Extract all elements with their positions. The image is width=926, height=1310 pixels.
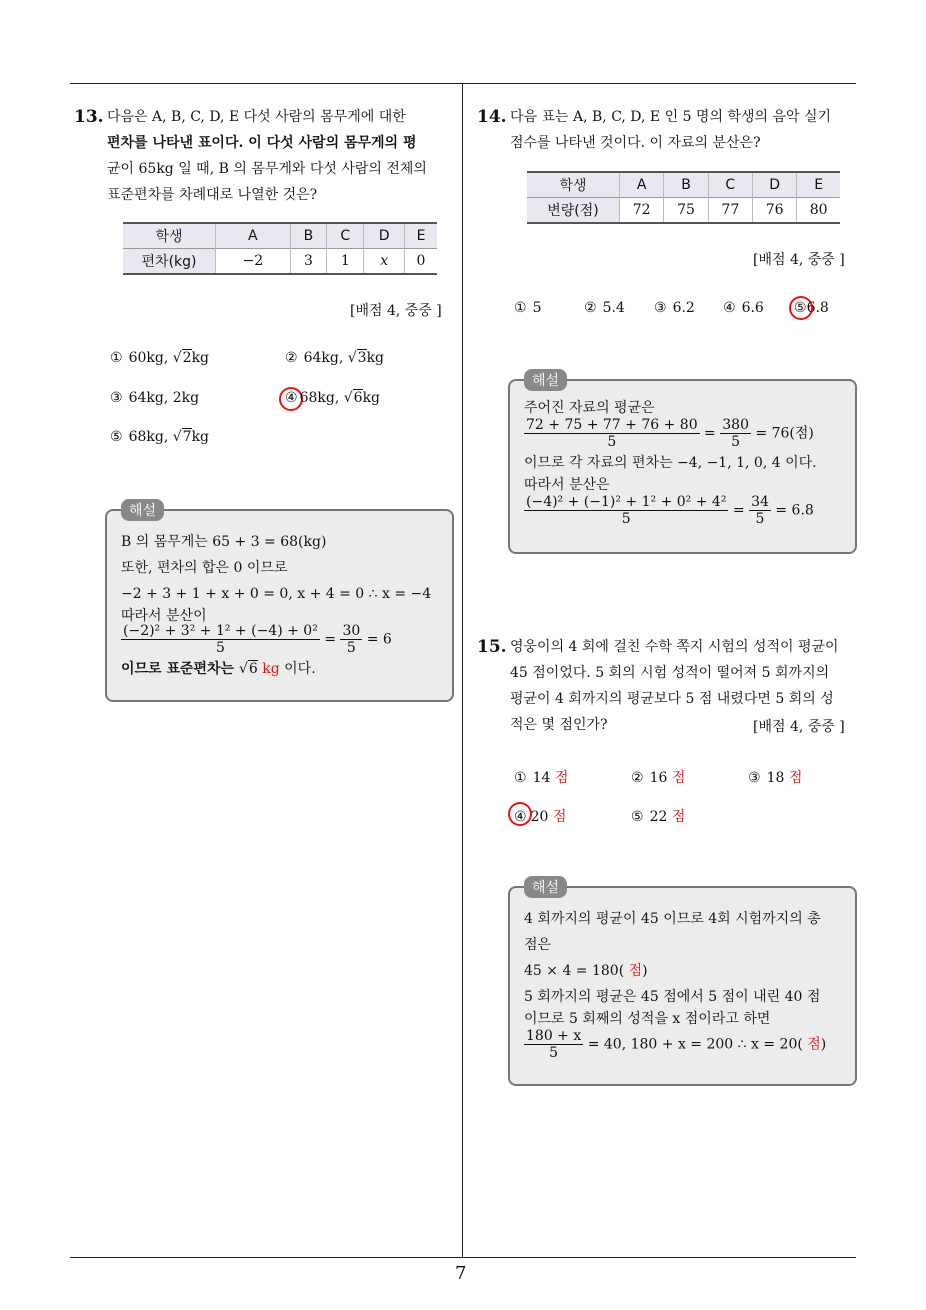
- q15-sol-line-4: 5 회까지의 평균은 45 점에서 5 점이 내린 40 점: [524, 989, 821, 1005]
- q13-th-1: A: [216, 223, 291, 249]
- q14-th-5: E: [797, 172, 840, 198]
- q14-line-2: 점수를 나타낸 것이다. 이 자료의 분산은?: [510, 135, 761, 151]
- fraction-numerator: (−2)² + 3² + 1² + (−4) + 0²: [123, 623, 318, 639]
- fraction-denominator: 5: [346, 640, 356, 656]
- q15-sol-line-5: 이므로 5 회째의 성적을 x 점이라고 하면: [524, 1011, 771, 1027]
- q13-option-3[interactable]: [110, 390, 199, 406]
- q14-sol-equation-1: [524, 417, 843, 450]
- q13-sol-line-6: 이므로 표준편차는 √6 kg 이다.: [121, 661, 316, 677]
- option-unit: 점: [552, 809, 567, 825]
- fraction: [524, 1028, 583, 1061]
- question-14-text: [510, 104, 858, 156]
- q15-line-3: 평균이 4 회까지의 평균보다 5 점 내렸다면 5 회의 성: [510, 691, 834, 707]
- question-15-number: 15.: [477, 637, 507, 657]
- q14-th-4: D: [752, 172, 796, 198]
- fraction-numerator: 72 + 75 + 77 + 76 + 80: [526, 417, 698, 433]
- q13-th-2: B: [290, 223, 327, 249]
- option-value: 14: [532, 770, 555, 786]
- option-value: 18: [766, 770, 789, 786]
- option-number: ③: [654, 300, 667, 316]
- option-number: ⑤: [794, 300, 807, 316]
- equation-result: = 76(점): [750, 425, 814, 442]
- q15-line-1: 영웅이의 4 회에 걸친 수학 쪽지 시험의 성적이 평균이: [510, 639, 839, 655]
- option-text: 60kg,: [128, 350, 173, 366]
- equals: =: [699, 425, 721, 442]
- sqrt-radicand: 7: [182, 429, 192, 445]
- fraction: [720, 417, 751, 450]
- q13-solution-box: [105, 503, 454, 702]
- q13-sol-line-1: B 의 몸무게는 65 + 3 = 68(kg): [121, 534, 327, 550]
- q14-td-2: 75: [664, 198, 708, 224]
- sol-text: 45 × 4 = 180(: [524, 963, 629, 979]
- q15-option-5[interactable]: [631, 806, 685, 826]
- fraction-numerator: 180 + x: [526, 1028, 582, 1044]
- q13-th-0: 학생: [123, 223, 216, 249]
- equation-text: = 40, 180 + x = 200 ∴ x = 20(: [583, 1036, 808, 1053]
- fraction: [524, 494, 728, 527]
- q15-sol-line-3: [524, 958, 843, 984]
- q14-th-1: A: [620, 172, 664, 198]
- unit-kg: kg: [257, 661, 280, 677]
- option-value: 16: [649, 770, 672, 786]
- q14-sol-line-4: 따라서 분산은: [524, 477, 610, 493]
- fraction: [121, 623, 320, 656]
- top-rule: [70, 83, 856, 84]
- q15-line-4: 적은 몇 점인가?: [510, 717, 608, 733]
- q15-sol-line-2: 점은: [524, 937, 552, 953]
- q13-solution-body: [121, 529, 440, 682]
- option-number: ②: [631, 770, 644, 786]
- q14-th-3: C: [708, 172, 752, 198]
- option-unit: 점: [788, 770, 803, 786]
- fraction: [749, 494, 771, 527]
- sol-text: 이므로 표준편차는: [121, 661, 239, 677]
- equation-result: = 6.8: [770, 502, 814, 519]
- q14-solution-body: [524, 399, 843, 527]
- option-number: ⑤: [631, 809, 644, 825]
- q14-option-5[interactable]: [794, 300, 829, 316]
- sqrt-radicand: 3: [357, 350, 367, 366]
- q14-sol-equation-2: [524, 494, 843, 527]
- solution-tag: 해설: [121, 499, 164, 521]
- option-number: ③: [748, 770, 761, 786]
- q15-option-1[interactable]: [514, 767, 568, 787]
- sqrt-radicand: 6: [248, 661, 258, 677]
- option-unit: kg: [191, 429, 210, 445]
- option-unit: 점: [671, 809, 686, 825]
- q13-line-3: 균이 65kg 일 때, B 의 몸무게와 다섯 사람의 전체의: [107, 161, 427, 177]
- q13-line-4: 표준편차를 차례대로 나열한 것은?: [107, 187, 318, 203]
- q14-td-4: 76: [752, 198, 796, 224]
- q14-td-3: 77: [708, 198, 752, 224]
- option-value: 6.8: [806, 300, 829, 316]
- q14-th-0: 학생: [527, 172, 620, 198]
- q13-option-5[interactable]: ⑤ 68kg, √7kg: [110, 429, 210, 445]
- q13-sol-line-3: −2 + 3 + 1 + x + 0 = 0, x + 4 = 0 ∴ x = −4: [121, 586, 432, 602]
- option-unit: kg: [191, 350, 210, 366]
- option-number: ①: [514, 770, 527, 786]
- q14-sol-line-1: 주어진 자료의 평균은: [524, 400, 655, 416]
- q13-td-1: −2: [216, 249, 291, 275]
- equation-end: ): [820, 1036, 827, 1053]
- q13-line-1: 다음은 A, B, C, D, E 다섯 사람의 몸무게에 대한: [107, 109, 406, 125]
- q13-th-4: D: [364, 223, 405, 249]
- option-value: 6.6: [741, 300, 764, 316]
- option-value: 5: [532, 300, 542, 316]
- equals: =: [728, 502, 750, 519]
- sol-text-end: ): [642, 963, 648, 979]
- solution-tag: 해설: [524, 876, 567, 898]
- question-13-text: [107, 104, 455, 208]
- q13-td-5: 0: [416, 253, 426, 269]
- equation-result: = 6: [362, 631, 392, 648]
- q14-td-5: 80: [809, 202, 828, 218]
- fraction-numerator: (−4)² + (−1)² + 1² + 0² + 4²: [526, 494, 727, 510]
- q13-th-5: E: [404, 223, 437, 249]
- option-unit: kg: [362, 390, 381, 406]
- option-text: 64kg, 2kg: [128, 390, 200, 406]
- option-unit: 점: [671, 770, 686, 786]
- fraction-denominator: 5: [621, 511, 631, 527]
- q13-th-3: C: [327, 223, 364, 249]
- q15-solution-box: [508, 880, 857, 1086]
- q13-td-2: 3: [290, 249, 327, 275]
- q15-meta: [배점 4, 중중 ]: [753, 719, 845, 735]
- sol-text-end: 이다.: [279, 661, 316, 677]
- option-number: ④: [514, 809, 527, 825]
- fraction-numerator: 30: [342, 623, 361, 639]
- q13-table: [123, 222, 437, 275]
- q13-option-1[interactable]: ① 60kg, √2kg: [110, 350, 210, 366]
- sqrt-radicand: 6: [353, 390, 363, 406]
- option-text: 68kg,: [128, 429, 173, 445]
- q15-option-2[interactable]: [631, 767, 685, 787]
- option-number: ②: [584, 300, 597, 316]
- option-number: ②: [285, 350, 298, 366]
- q15-solution-body: [524, 906, 843, 1061]
- option-unit: 점: [554, 770, 569, 786]
- q14-meta: [배점 4, 중중 ]: [753, 252, 845, 268]
- option-number: ①: [514, 300, 527, 316]
- q13-sol-line-4: 따라서 분산이: [121, 608, 207, 624]
- q14-option-2[interactable]: [584, 300, 625, 316]
- q14-option-4[interactable]: [723, 300, 764, 316]
- fraction: [524, 417, 700, 450]
- q13-sol-line-2: 또한, 편차의 합은 0 이므로: [121, 560, 288, 576]
- q13-line-2: 편차를 나타낸 표이다. 이 다섯 사람의 몸무게의 평: [107, 135, 417, 151]
- fraction-numerator: 380: [722, 417, 749, 433]
- q13-td-0: 편차(kg): [123, 249, 216, 275]
- q13-sol-equation: [121, 623, 440, 656]
- q13-td-4: x: [364, 249, 405, 275]
- q14-td-0: 변량(점): [527, 198, 620, 224]
- fraction-denominator: 5: [549, 1045, 559, 1061]
- unit-jeom: 점: [628, 963, 643, 979]
- option-number: ④: [723, 300, 736, 316]
- option-value: 20: [530, 809, 553, 825]
- q15-sol-equation: [524, 1028, 843, 1061]
- fraction-numerator: 34: [751, 494, 769, 510]
- column-divider: [462, 83, 463, 1258]
- fraction-denominator: 5: [755, 511, 765, 527]
- q14-solution-box: [508, 373, 857, 554]
- option-unit: kg: [366, 350, 385, 366]
- fraction: [340, 623, 362, 656]
- equals: =: [319, 631, 341, 648]
- bottom-rule: [70, 1257, 856, 1258]
- fraction-denominator: 5: [731, 434, 741, 450]
- q14-option-3[interactable]: [654, 300, 695, 316]
- question-13-number: 13.: [74, 107, 104, 127]
- q14-sol-line-3: 이므로 각 자료의 편차는 −4, −1, 1, 0, 4 이다.: [524, 455, 817, 471]
- fraction-denominator: 5: [215, 640, 225, 656]
- option-text: 64kg,: [303, 350, 348, 366]
- q14-table: [527, 171, 840, 224]
- option-value: 22: [649, 809, 672, 825]
- q15-option-3[interactable]: [748, 767, 802, 787]
- q14-line-1: 다음 표는 A, B, C, D, E 인 5 명의 학생의 음악 실기: [510, 109, 832, 125]
- q14-th-2: B: [664, 172, 708, 198]
- q15-option-4[interactable]: [514, 806, 566, 826]
- q14-option-1[interactable]: [514, 300, 541, 316]
- q13-td-3: 1: [327, 249, 364, 275]
- page-number: 7: [455, 1263, 467, 1284]
- question-14-number: 14.: [477, 107, 507, 127]
- q14-td-1: 72: [620, 198, 664, 224]
- option-value: 5.4: [602, 300, 625, 316]
- q13-option-4[interactable]: ④ 68kg, √6kg: [285, 390, 381, 406]
- sqrt-radicand: 2: [182, 350, 192, 366]
- q13-meta: [배점 4, 중중 ]: [350, 303, 442, 319]
- solution-tag: 해설: [524, 369, 567, 391]
- fraction-denominator: 5: [607, 434, 617, 450]
- option-value: 6.2: [672, 300, 695, 316]
- q13-option-2[interactable]: ② 64kg, √3kg: [285, 350, 385, 366]
- option-number: ③: [110, 390, 123, 406]
- option-number: ①: [110, 350, 123, 366]
- q15-line-2: 45 점이었다. 5 회의 시험 성적이 떨어져 5 회까지의: [510, 665, 830, 681]
- option-number: ④: [285, 390, 298, 406]
- q15-sol-line-1: 4 회까지의 평균이 45 이므로 4회 시험까지의 총: [524, 911, 821, 927]
- option-text: 68kg,: [299, 390, 344, 406]
- option-number: ⑤: [110, 429, 123, 445]
- unit-jeom: 점: [807, 1036, 821, 1053]
